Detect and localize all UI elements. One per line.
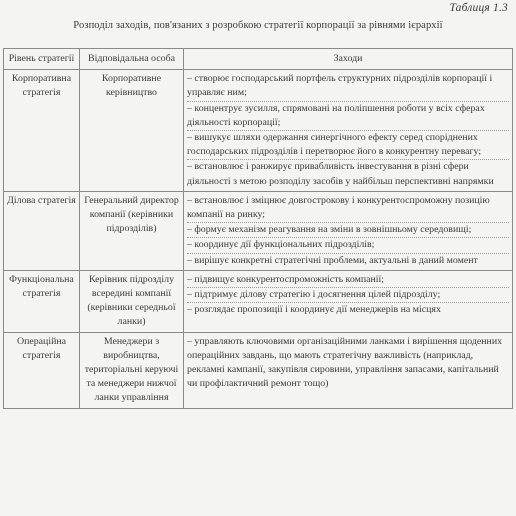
strategy-table (3, 48, 513, 409)
person-cell: Корпоративне керівництво (80, 70, 184, 192)
measure-item: – підвищує конкурентоспроможність компанії; (187, 273, 385, 285)
measures-cell (184, 191, 513, 270)
measure-item: – вирішує конкретні стратегічні проблеми, актуальні в даний момент (187, 253, 509, 268)
measures-cell (184, 70, 513, 192)
measure-item: – розглядає пропозиції і координує дії менеджерів на місцях (187, 302, 509, 317)
level-cell: Ділова стратегія (4, 191, 80, 270)
header-row (4, 49, 513, 70)
measure-item: – формує механізм реагування на зміни в зовнішньому середовищі; (187, 222, 509, 237)
person-cell: Керівник підрозділу всередині компанії (керівники середньої ланки) (80, 270, 184, 332)
table-header (4, 49, 513, 70)
measure-item: – встановлює і зміцнює довгострокову і конкурентоспроможну позицію компанії на ринку; (187, 194, 490, 221)
header-measures: Заходи (184, 49, 513, 70)
measures-cell (184, 270, 513, 332)
table-row (4, 332, 513, 408)
level-cell: Операційна стратегія (4, 332, 80, 408)
measure-item: – створює господарський портфель структурних підрозділів корпорації і управляє ним; (187, 73, 493, 99)
measure-item: – встановлює і ранжирує привабливість інвестування в різні сфери діяльності з метою розподілу засобів у найбільш перспективні напрямки (187, 159, 509, 188)
level-cell: Корпоративна стратегія (4, 70, 80, 192)
table-caption: Розподіл заходів, пов'язаних з розробкою стратегії корпорації за рівнями ієрархії (73, 20, 443, 31)
header-person: Відповідальна особа (80, 49, 184, 70)
person-cell: Генеральний директор компанії (керівники підрозділів) (80, 191, 184, 270)
measure-item: – управляють ключовими організаційними ланками і вирішення щоденних операційних завдань, що мають стратегічну важливість (наприклад, рекламні кампанії, закупівля сировини, управління запасами, капітальний чи профілактичний ремонт тощо) (187, 335, 503, 390)
person-cell: Менеджери з виробництва, територіальні керуючі та менеджери нижчої ланки управління (80, 332, 184, 408)
measure-item: – координує дії функціональних підрозділів; (187, 237, 509, 252)
table-row (4, 191, 513, 270)
level-cell: Функціональна стратегія (4, 270, 80, 332)
table-row (4, 270, 513, 332)
measure-item: – підтримує ділову стратегію і досягнення цілей підрозділу; (187, 287, 509, 302)
table-body (4, 70, 513, 408)
table-row (4, 70, 513, 192)
measures-cell (184, 332, 513, 408)
table-number: Таблиця 1.3 (449, 2, 508, 14)
measure-item: – концентрує зусилля, спрямовані на поліпшення роботи у всіх сферах діяльності корпорації; (187, 101, 509, 130)
header-level: Рівень стратегії (4, 49, 80, 70)
measure-item: – вишукує шляхи одержання синергічного ефекту серед споріднених господарських підрозділів і перетворює його в конкурентну перевагу; (187, 130, 509, 159)
